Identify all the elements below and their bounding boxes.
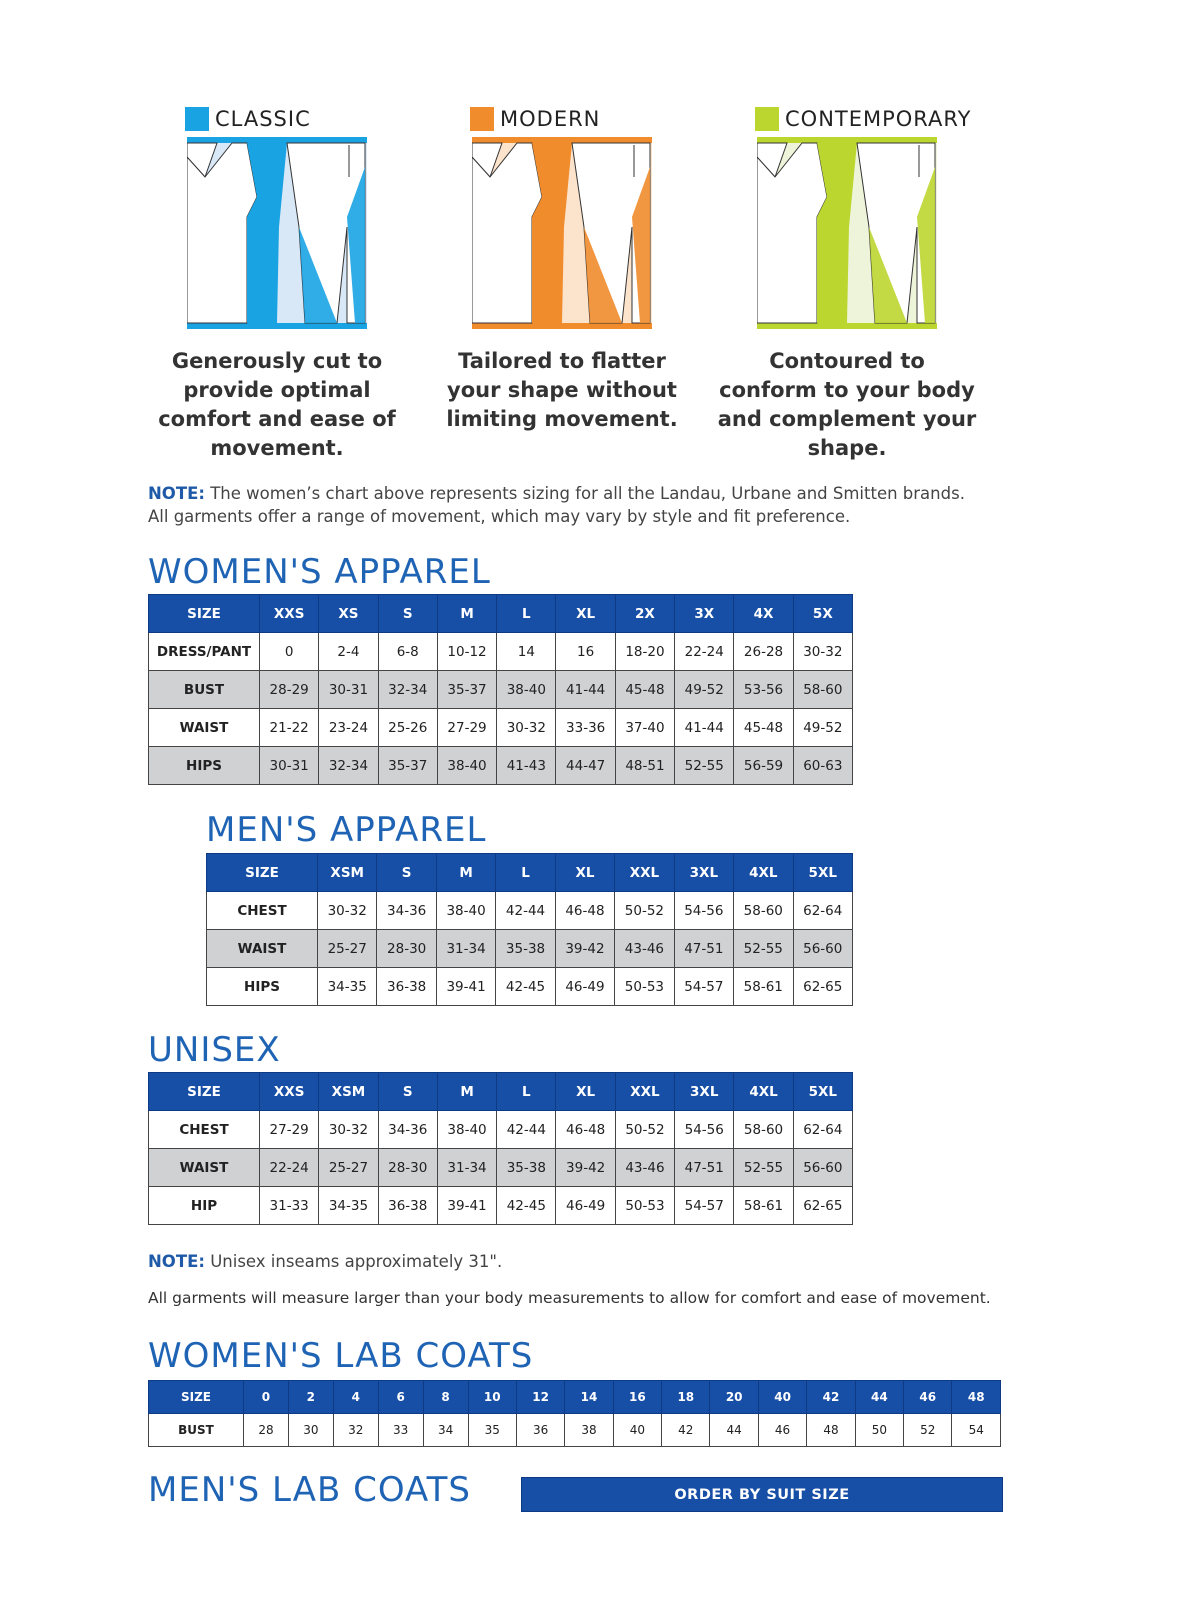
womens-size-table [148,594,853,785]
scrub-fit-illustration [187,137,367,329]
column-header: 12 [516,1381,564,1414]
column-header: 48 [952,1381,1001,1414]
row-label: WAIST [149,709,260,747]
order-by-suit-size-banner: ORDER BY SUIT SIZE [521,1477,1003,1512]
table-cell: 31-34 [437,1149,496,1187]
table-cell: 43-46 [615,930,674,968]
table-cell: 48-51 [615,747,674,785]
table-cell: 50-52 [615,892,674,930]
note-prefix: NOTE: [148,1252,205,1271]
table-header-row [149,595,853,633]
mens-apparel-title: MEN'S APPAREL [206,810,487,850]
table-row [207,892,853,930]
table-cell: 28 [244,1414,289,1447]
fit-heading [142,105,412,133]
table-cell: 10-12 [437,633,496,671]
column-header: 3XL [674,854,733,892]
fit-color-swatch [755,107,779,131]
table-cell: 30-31 [260,747,319,785]
table-row [149,1111,853,1149]
column-header: SIZE [207,854,318,892]
table-cell: 39-42 [556,1149,615,1187]
table-header-row [149,1073,853,1111]
column-header: 3XL [675,1073,734,1111]
column-header: 2X [615,595,674,633]
column-header: M [437,1073,496,1111]
column-header: 8 [423,1381,468,1414]
table-row [149,671,853,709]
note-prefix: NOTE: [148,484,205,503]
table-cell: 53-56 [734,671,793,709]
table-cell: 42-45 [496,968,555,1006]
table-cell: 44-47 [556,747,615,785]
table-cell: 35-37 [437,671,496,709]
table-row [207,968,853,1006]
table-cell: 47-51 [675,1149,734,1187]
column-header: L [497,1073,556,1111]
table-cell: 27-29 [437,709,496,747]
table-cell: 32-34 [378,671,437,709]
column-header: 5XL [793,1073,852,1111]
table-row [207,930,853,968]
fit-description: Tailored to flatter your shape without limiting movement. [446,349,678,431]
column-header: XL [556,1073,615,1111]
table-cell: 50-52 [615,1111,674,1149]
row-label: BUST [149,671,260,709]
table-cell: 54 [952,1414,1001,1447]
table-row [149,709,853,747]
table-cell: 22-24 [675,633,734,671]
column-header: SIZE [149,1073,260,1111]
table-cell: 6-8 [378,633,437,671]
table-cell: 62-65 [793,1187,852,1225]
column-header: 0 [244,1381,289,1414]
table-cell: 52-55 [675,747,734,785]
column-header: M [437,595,496,633]
table-cell: 54-56 [675,1111,734,1149]
table-cell: 34-36 [378,1111,437,1149]
column-header: 44 [855,1381,903,1414]
table-row [149,747,853,785]
note-text-2: All garments offer a range of movement, which may vary by style and fit preference. [148,507,851,526]
fit-description: Generously cut to provide optimal comfort and ease of movement. [158,349,396,460]
column-header: L [497,595,556,633]
column-header: XXL [615,1073,674,1111]
table-cell: 25-27 [318,930,377,968]
table-cell: 47-51 [674,930,733,968]
column-header: 46 [904,1381,952,1414]
table-cell: 26-28 [734,633,793,671]
table-cell: 43-46 [615,1149,674,1187]
column-header: S [378,1073,437,1111]
table-cell: 58-60 [793,671,852,709]
column-header: 5XL [793,854,853,892]
table-cell: 46 [758,1414,806,1447]
table-cell: 56-60 [793,1149,852,1187]
table-cell: 18-20 [615,633,674,671]
table-cell: 30-31 [319,671,378,709]
table-cell: 37-40 [615,709,674,747]
column-header: XL [555,854,614,892]
table-cell: 49-52 [793,709,852,747]
column-header: 4XL [734,1073,793,1111]
table-row [149,633,853,671]
table-cell: 39-41 [436,968,495,1006]
table-cell: 45-48 [615,671,674,709]
column-header: 4 [333,1381,378,1414]
column-header: 18 [662,1381,710,1414]
column-header: L [496,854,555,892]
table-cell: 62-64 [793,892,853,930]
column-header: S [377,854,436,892]
table-cell: 52-55 [734,1149,793,1187]
row-label: BUST [149,1414,244,1447]
row-label: HIP [149,1187,260,1225]
column-header: SIZE [149,595,260,633]
column-header: 4XL [734,854,793,892]
brand-sizing-note [148,482,965,528]
fit-contemporary [712,105,982,463]
column-header: 42 [807,1381,855,1414]
column-header: 16 [613,1381,661,1414]
table-cell: 30-32 [318,892,377,930]
table-cell: 42 [662,1414,710,1447]
womens-apparel-title: WOMEN'S APPAREL [148,552,491,592]
fit-label: CONTEMPORARY [785,107,972,131]
womens-lab-coat-table [148,1380,1001,1447]
scrub-fit-illustration [472,137,652,329]
table-cell: 50 [855,1414,903,1447]
table-cell: 46-48 [556,1111,615,1149]
row-label: HIPS [207,968,318,1006]
column-header: 10 [468,1381,516,1414]
womens-lab-coats-title: WOMEN'S LAB COATS [148,1336,534,1376]
table-cell: 46-49 [555,968,614,1006]
column-header: XXL [615,854,674,892]
column-header: 4X [734,595,793,633]
unisex-size-table [148,1072,853,1225]
column-header: M [436,854,495,892]
table-cell: 32-34 [319,747,378,785]
table-cell: 36 [516,1414,564,1447]
table-cell: 30 [288,1414,333,1447]
table-cell: 36-38 [378,1187,437,1225]
column-header: XSM [318,854,377,892]
table-cell: 58-61 [734,1187,793,1225]
fit-label: CLASSIC [215,107,311,131]
column-header: 5X [793,595,852,633]
table-cell: 62-64 [793,1111,852,1149]
table-cell: 36-38 [377,968,436,1006]
column-header: XXS [260,595,319,633]
table-cell: 54-56 [674,892,733,930]
table-cell: 56-59 [734,747,793,785]
table-cell: 50-53 [615,968,674,1006]
table-cell: 35 [468,1414,516,1447]
table-cell: 42-45 [497,1187,556,1225]
table-cell: 25-27 [319,1149,378,1187]
table-cell: 40 [613,1414,661,1447]
table-cell: 39-42 [555,930,614,968]
table-cell: 30-32 [319,1111,378,1149]
table-cell: 2-4 [319,633,378,671]
table-cell: 35-38 [497,1149,556,1187]
table-cell: 31-33 [260,1187,319,1225]
fit-classic [142,105,412,463]
table-cell: 60-63 [793,747,852,785]
fit-color-swatch [185,107,209,131]
fit-color-swatch [470,107,494,131]
table-cell: 27-29 [260,1111,319,1149]
table-cell: 30-32 [497,709,556,747]
column-header: 40 [758,1381,806,1414]
row-label: CHEST [207,892,318,930]
column-header: XXS [260,1073,319,1111]
table-cell: 31-34 [436,930,495,968]
table-cell: 23-24 [319,709,378,747]
table-cell: 50-53 [615,1187,674,1225]
table-cell: 58-60 [734,892,793,930]
row-label: CHEST [149,1111,260,1149]
column-header: XL [556,595,615,633]
inseam-note [148,1250,502,1273]
table-cell: 41-43 [497,747,556,785]
table-cell: 45-48 [734,709,793,747]
table-cell: 56-60 [793,930,853,968]
mens-lab-coats-title: MEN'S LAB COATS [148,1470,471,1510]
table-cell: 34-36 [377,892,436,930]
table-cell: 16 [556,633,615,671]
table-cell: 44 [710,1414,758,1447]
note-text: The women’s chart above represents sizing for all the Landau, Urbane and Smitten brands. [204,484,965,503]
table-cell: 22-24 [260,1149,319,1187]
table-cell: 38 [565,1414,613,1447]
table-cell: 42-44 [497,1111,556,1149]
table-cell: 38-40 [437,747,496,785]
table-row [149,1187,853,1225]
table-row [149,1414,1001,1447]
table-cell: 54-57 [675,1187,734,1225]
table-cell: 25-26 [378,709,437,747]
row-label: DRESS/PANT [149,633,260,671]
table-cell: 39-41 [437,1187,496,1225]
table-cell: 38-40 [497,671,556,709]
table-cell: 52-55 [734,930,793,968]
column-header: XS [319,595,378,633]
column-header: 20 [710,1381,758,1414]
scrub-fit-illustration [757,137,937,329]
column-header: 6 [378,1381,423,1414]
table-cell: 28-29 [260,671,319,709]
table-cell: 38-40 [437,1111,496,1149]
row-label: WAIST [149,1149,260,1187]
table-cell: 28-30 [377,930,436,968]
table-cell: 46-49 [556,1187,615,1225]
table-cell: 30-32 [793,633,852,671]
table-cell: 41-44 [675,709,734,747]
table-cell: 54-57 [674,968,733,1006]
table-cell: 35-38 [496,930,555,968]
table-cell: 49-52 [675,671,734,709]
table-cell: 42-44 [496,892,555,930]
measurement-note: All garments will measure larger than your body measurements to allow for comfort and ease of movement. [148,1289,991,1307]
row-label: WAIST [207,930,318,968]
table-header-row [149,1381,1001,1414]
table-cell: 46-48 [555,892,614,930]
column-header: XSM [319,1073,378,1111]
column-header: SIZE [149,1381,244,1414]
column-header: S [378,595,437,633]
table-cell: 32 [333,1414,378,1447]
table-cell: 35-37 [378,747,437,785]
unisex-title: UNISEX [148,1030,281,1070]
table-cell: 33-36 [556,709,615,747]
table-header-row [207,854,853,892]
table-cell: 34 [423,1414,468,1447]
table-row [149,1149,853,1187]
table-cell: 41-44 [556,671,615,709]
fit-description: Contoured to conform to your body and complement your shape. [717,349,977,460]
table-cell: 14 [497,633,556,671]
table-cell: 21-22 [260,709,319,747]
table-cell: 58-61 [734,968,793,1006]
table-cell: 33 [378,1414,423,1447]
column-header: 3X [675,595,734,633]
table-cell: 34-35 [318,968,377,1006]
table-cell: 62-65 [793,968,853,1006]
note-text: Unisex inseams approximately 31". [204,1252,503,1271]
table-cell: 52 [904,1414,952,1447]
row-label: HIPS [149,747,260,785]
column-header: 14 [565,1381,613,1414]
table-cell: 48 [807,1414,855,1447]
table-cell: 0 [260,633,319,671]
fit-heading [712,105,982,133]
mens-size-table [206,853,853,1006]
fit-modern [427,105,697,434]
table-cell: 38-40 [436,892,495,930]
table-cell: 58-60 [734,1111,793,1149]
fit-heading [427,105,697,133]
column-header: 2 [288,1381,333,1414]
table-cell: 28-30 [378,1149,437,1187]
table-cell: 34-35 [319,1187,378,1225]
fit-label: MODERN [500,107,601,131]
